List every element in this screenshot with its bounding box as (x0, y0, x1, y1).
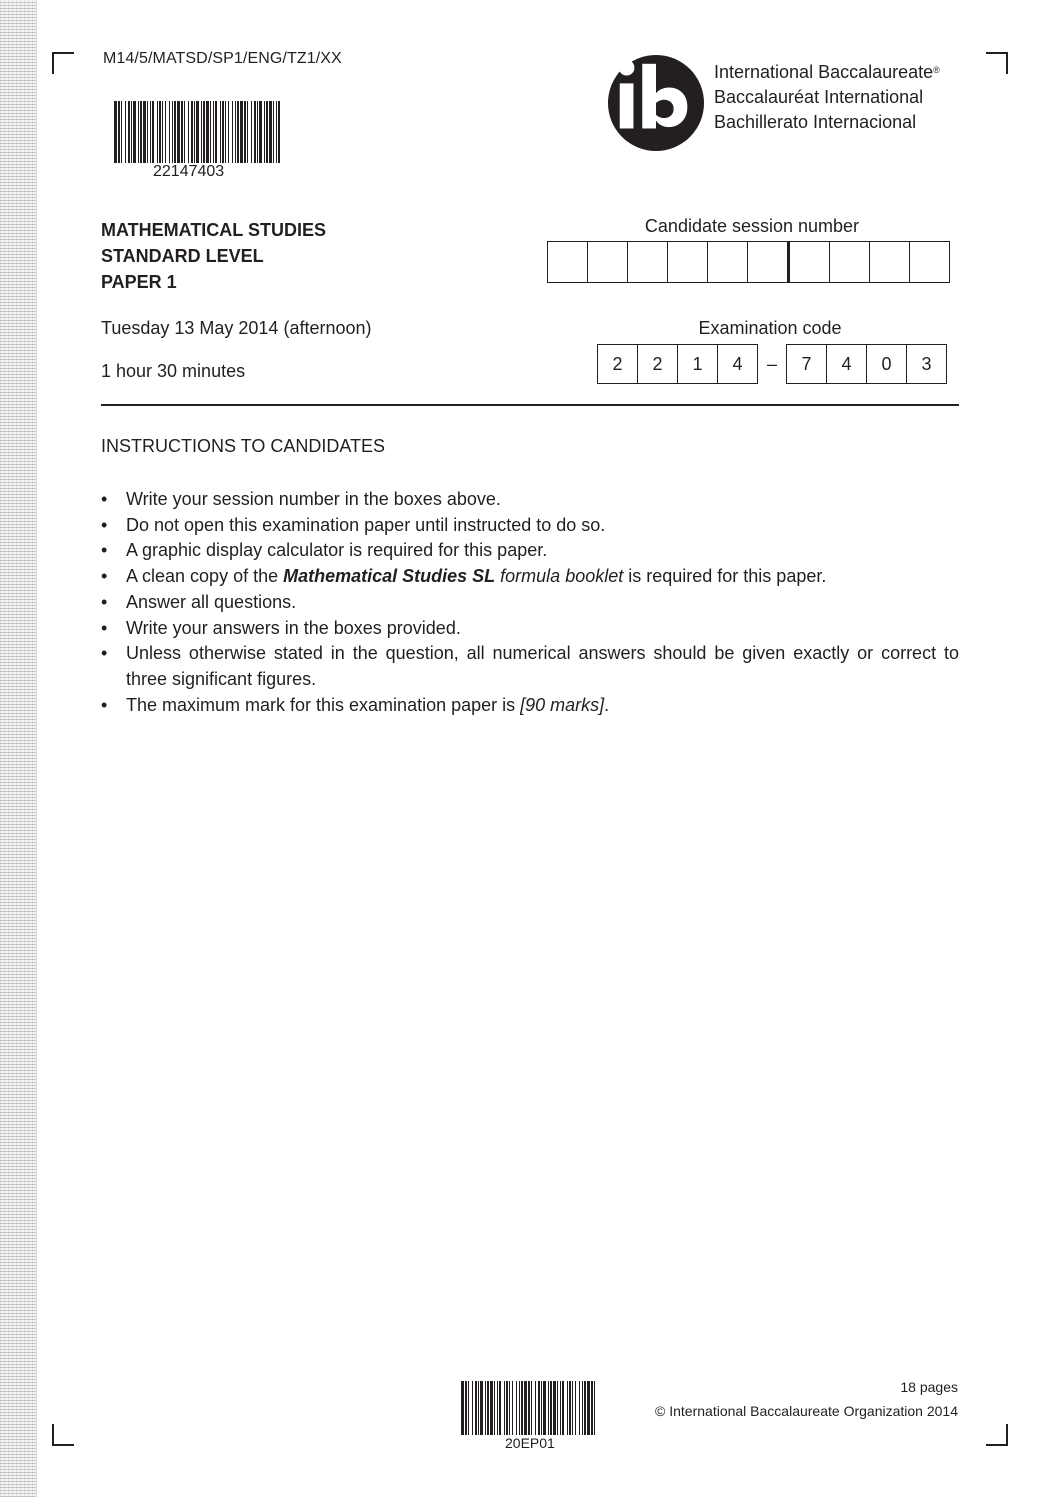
barcode-bar (472, 1381, 473, 1435)
barcode-bar (147, 101, 148, 163)
registered-mark: ® (933, 65, 940, 75)
org-name-es: Bachillerato Internacional (714, 112, 917, 132)
session-box[interactable] (548, 242, 588, 282)
instruction-item: • Do not open this examination paper until instructed to do so. (101, 513, 959, 539)
barcode-bar (157, 101, 158, 163)
barcode-bar (490, 1381, 493, 1435)
instruction-item: • A graphic display calculator is required for this paper. (101, 538, 959, 564)
instructions-heading: INSTRUCTIONS TO CANDIDATES (101, 436, 386, 456)
exam-code-digit: 4 (827, 345, 867, 383)
instruction-item: • Write your session number in the boxes above. (101, 487, 959, 513)
barcode-bar (594, 1381, 595, 1435)
header-divider (101, 404, 959, 406)
barcode-bar (485, 1381, 486, 1435)
barcode-bar (131, 101, 132, 163)
instruction-item: • Unless otherwise stated in the question, all numerical answers should be given exactly or correct to three significant figures. (101, 643, 959, 689)
barcode-bar (215, 101, 217, 163)
barcode-bar (478, 1381, 479, 1435)
barcode-bar (553, 1381, 556, 1435)
barcode-bar (524, 1381, 527, 1435)
barcode-bar (528, 1381, 530, 1435)
barcode-bar (541, 1381, 542, 1435)
subject-level: STANDARD LEVEL (101, 246, 264, 266)
barcode-bar (509, 1381, 510, 1435)
session-box[interactable] (830, 242, 870, 282)
exam-code-dash: – (766, 353, 777, 374)
barcode-bar (569, 1381, 571, 1435)
barcode-bar (480, 1381, 483, 1435)
barcode-bar (538, 1381, 540, 1435)
barcode-bar (165, 101, 166, 163)
paper-code: M14/5/MATSD/SP1/ENG/TZ1/XX (103, 50, 342, 67)
barcode-top-number: 22147403 (153, 163, 225, 180)
barcode-bottom (461, 1381, 595, 1435)
bullet: • (101, 540, 108, 561)
candidate-session-label: Candidate session number (644, 216, 860, 236)
barcode-bar (247, 101, 248, 163)
barcode-bar (461, 1381, 464, 1435)
subject-block (101, 217, 326, 295)
subject-paper: PAPER 1 (101, 272, 177, 292)
barcode-bar (487, 1381, 489, 1435)
page-count: 18 pages (900, 1379, 958, 1395)
instructions-list (101, 487, 959, 718)
barcode-bar (497, 1381, 498, 1435)
barcode-bar (210, 101, 211, 163)
session-box[interactable] (870, 242, 910, 282)
barcode-bar (575, 1381, 576, 1435)
bullet: • (101, 591, 108, 612)
barcode-bar (251, 101, 252, 163)
barcode-bar (203, 101, 205, 163)
session-box[interactable] (708, 242, 748, 282)
barcode-bar (235, 101, 236, 163)
barcode-bar (579, 1381, 580, 1435)
barcode-bar (188, 101, 189, 163)
barcode-top (114, 101, 280, 163)
organisation-names (714, 60, 940, 135)
bullet: • (101, 694, 108, 715)
barcode-bar (278, 101, 280, 163)
barcode-bar (584, 1381, 586, 1435)
barcode-bar (138, 101, 139, 163)
barcode-bar (225, 101, 226, 163)
barcode-bar (228, 101, 229, 163)
barcode-bar (128, 101, 130, 163)
candidate-session-boxes (547, 241, 950, 283)
exam-code-digit: 4 (732, 353, 743, 374)
barcode-bar (240, 101, 243, 163)
org-name-fr: Baccalauréat International (714, 87, 924, 107)
exam-code-digit: 7 (787, 345, 827, 383)
barcode-bar (535, 1381, 536, 1435)
barcode-bar (237, 101, 239, 163)
barcode-bar (201, 101, 202, 163)
barcode-bar (516, 1381, 517, 1435)
session-box[interactable] (628, 242, 668, 282)
ib-logo-icon (607, 54, 705, 152)
copyright-notice: © International Baccalaureate Organization 2014 (655, 1403, 958, 1419)
barcode-bar (259, 101, 262, 163)
barcode-bar (118, 101, 120, 163)
session-box[interactable] (588, 242, 628, 282)
barcode-bar (269, 101, 272, 163)
exam-code-digit: 0 (867, 345, 907, 383)
bullet: • (101, 566, 108, 587)
bullet: • (101, 617, 108, 638)
booklet-title: Mathematical Studies SL (283, 566, 496, 587)
barcode-bar (475, 1381, 477, 1435)
barcode-bar (521, 1381, 523, 1435)
crop-mark-bottom-left (52, 1424, 74, 1446)
session-box[interactable] (790, 242, 830, 282)
barcode-bar (232, 101, 233, 163)
barcode-bar (244, 101, 246, 163)
barcode-bar (264, 101, 265, 163)
barcode-bar (191, 101, 193, 163)
barcode-bar (194, 101, 195, 163)
barcode-bar (196, 101, 199, 163)
examination-code-boxes (597, 344, 947, 384)
crop-mark-top-right (986, 52, 1008, 74)
barcode-bar (150, 101, 151, 163)
barcode-bar (172, 101, 173, 163)
examination-code-label: Examination code (698, 318, 842, 338)
barcode-bar (557, 1381, 558, 1435)
barcode-bar (254, 101, 256, 163)
barcode-bar (222, 101, 224, 163)
barcode-bar (273, 101, 274, 163)
session-box[interactable] (668, 242, 708, 282)
bullet: • (101, 489, 108, 509)
exam-code-digit: 1 (678, 345, 718, 383)
barcode-bar (582, 1381, 583, 1435)
barcode-bar (152, 101, 154, 163)
barcode-bar (512, 1381, 513, 1435)
exam-code-group-1 (597, 344, 758, 384)
barcode-bar (143, 101, 146, 163)
bullet: • (101, 643, 108, 664)
session-box[interactable] (910, 242, 949, 282)
barcode-bar (543, 1381, 546, 1435)
barcode-bar (468, 1381, 469, 1435)
barcode-bar (257, 101, 258, 163)
barcode-bar (591, 1381, 593, 1435)
barcode-bar (169, 101, 170, 163)
barcode-bar (114, 101, 117, 163)
barcode-bar (177, 101, 180, 163)
exam-code-group-2 (786, 344, 947, 384)
session-box[interactable] (748, 242, 790, 282)
barcode-bar (184, 101, 185, 163)
barcode-bar (220, 101, 221, 163)
barcode-bar (162, 101, 163, 163)
barcode-bar (266, 101, 268, 163)
crop-mark-top-left (52, 52, 74, 74)
perforated-margin-strip (0, 0, 37, 1497)
barcode-bar (213, 101, 214, 163)
exam-code-digit: 3 (921, 353, 932, 374)
subject-title: MATHEMATICAL STUDIES (101, 220, 326, 240)
barcode-bar (567, 1381, 568, 1435)
barcode-bar (181, 101, 183, 163)
barcode-bar (562, 1381, 564, 1435)
barcode-bar (133, 101, 136, 163)
bullet: • (101, 514, 108, 535)
barcode-bar (499, 1381, 501, 1435)
max-marks: [90 marks] (520, 694, 605, 715)
barcode-bar (506, 1381, 508, 1435)
exam-date: Tuesday 13 May 2014 (afternoon) (101, 318, 372, 338)
barcode-bar (206, 101, 209, 163)
barcode-bar (504, 1381, 505, 1435)
instruction-item: • A clean copy of the Mathematical Studies SL formula booklet is required for this paper. (101, 564, 959, 590)
barcode-bar (140, 101, 142, 163)
barcode-bar (560, 1381, 561, 1435)
barcode-bar (121, 101, 122, 163)
exam-code-digit: 2 (638, 345, 678, 383)
instruction-item: • The maximum mark for this examination paper is [90 marks]. (101, 693, 959, 719)
barcode-bar (494, 1381, 495, 1435)
org-name-en: International Baccalaureate® (714, 62, 940, 82)
barcode-bar (550, 1381, 552, 1435)
barcode-bar (519, 1381, 520, 1435)
exam-code-digit: 2 (598, 345, 638, 383)
barcode-bar (465, 1381, 467, 1435)
exam-duration: 1 hour 30 minutes (101, 361, 246, 381)
barcode-bar (125, 101, 126, 163)
barcode-bar (531, 1381, 532, 1435)
barcode-bottom-number: 20EP01 (505, 1435, 555, 1451)
instruction-item: • Answer all questions. (101, 590, 959, 616)
barcode-bar (572, 1381, 573, 1435)
barcode-bar (159, 101, 161, 163)
instruction-item: • Write your answers in the boxes provided. (101, 616, 959, 642)
barcode-bar (174, 101, 176, 163)
barcode-bar (276, 101, 277, 163)
crop-mark-bottom-right (986, 1424, 1008, 1446)
barcode-bar (587, 1381, 590, 1435)
barcode-bar (548, 1381, 549, 1435)
